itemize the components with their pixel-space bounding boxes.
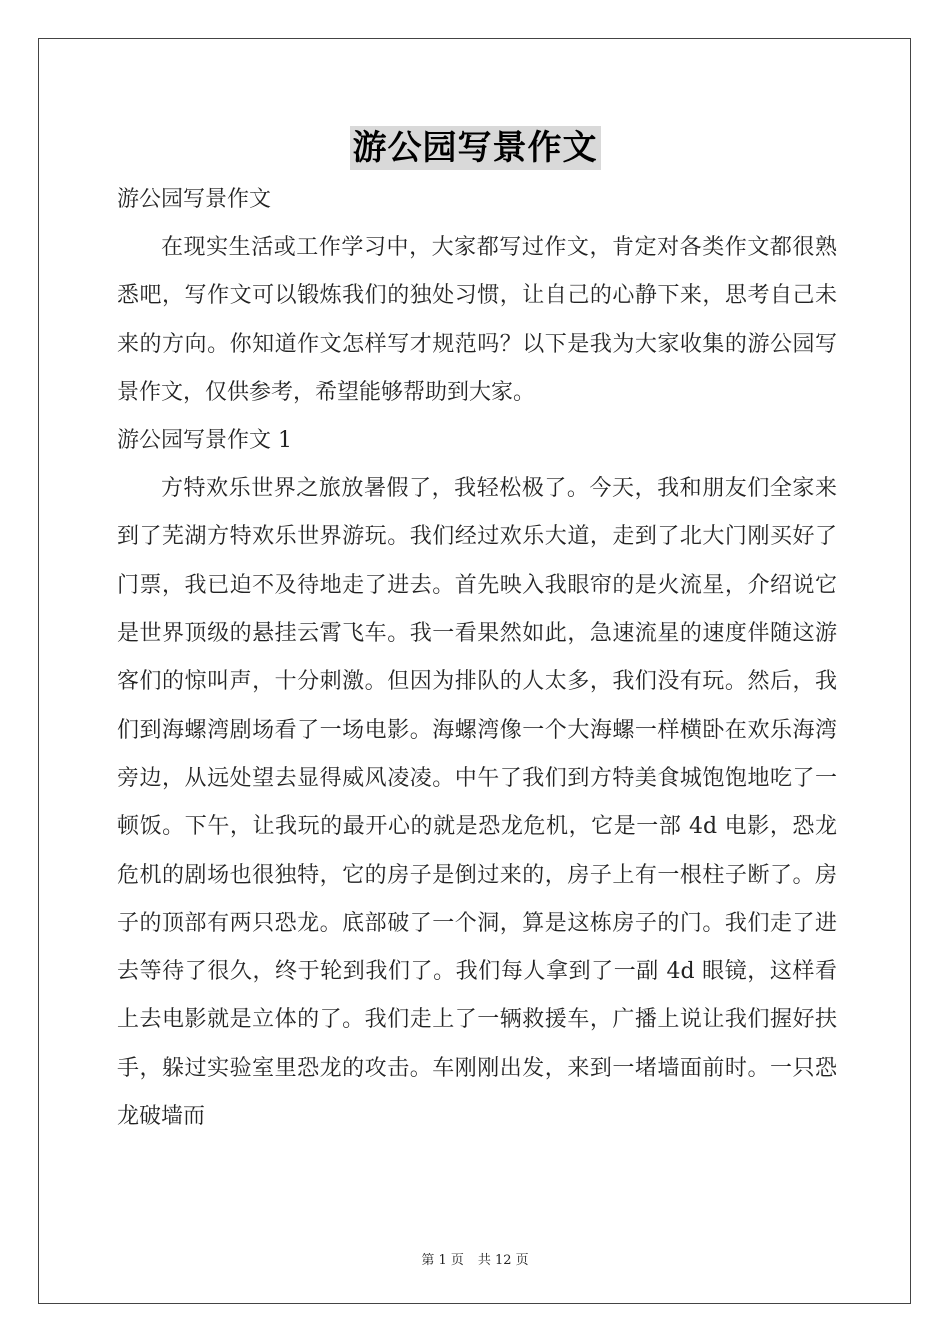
page-footer: [0, 1249, 950, 1268]
body-paragraph: 方特欢乐世界之旅放暑假了，我轻松极了。今天，我和朋友们全家来到了芜湖方特欢乐世界游玩。我们经过欢乐大道，走到了北大门刚买好了门票，我已迫不及待地走了进去。首先映入我眼帘的是火流星，介绍说它是世界顶级的悬挂云霄飞车。我一看果然如此，急速流星的速度伴随这游客们的惊叫声，十分刺激。但因为排队的人太多，我们没有玩。然后，我们到海螺湾剧场看了一场电影。海螺湾像一个大海螺一样横卧在欢乐海湾旁边，从远处望去显得威风凌凌。中午了我们到方特美食城饱饱地吃了一顿饭。下午，让我玩的最开心的就是恐龙危机，它是一部 4d 电影，恐龙危机的剧场也很独特，它的房子是倒过来的，房子上有一根柱子断了。房子的顶部有两只恐龙。底部破了一个洞，算是这栋房子的门。我们走了进去等待了很久，终于轮到我们了。我们每人拿到了一副 4d 眼镜，这样看上去电影就是立体的了。我们走上了一辆救援车，广播上说让我们握好扶手，躲过实验室里恐龙的攻击。车刚刚出发，来到一堵墙面前时。一只恐龙破墙而: [117, 476, 837, 1130]
document-body: [117, 176, 837, 1141]
page-total: 共 12 页: [477, 1253, 529, 1268]
document-title: 游公园写景作文: [350, 126, 601, 170]
section-heading: 游公园写景作文 1: [117, 428, 292, 454]
title-container: [0, 126, 950, 170]
intro-paragraph: 在现实生活或工作学习中，大家都写过作文，肯定对各类作文都很熟悉吧，写作文可以锻炼我们的独处习惯，让自己的心静下来，思考自己未来的方向。你知道作文怎样写才规范吗？以下是我为大家收集的游公园写景作文，仅供参考，希望能够帮助到大家。: [117, 235, 837, 405]
page-number: 第 1 页: [421, 1253, 464, 1268]
document-subtitle: 游公园写景作文: [117, 187, 272, 212]
